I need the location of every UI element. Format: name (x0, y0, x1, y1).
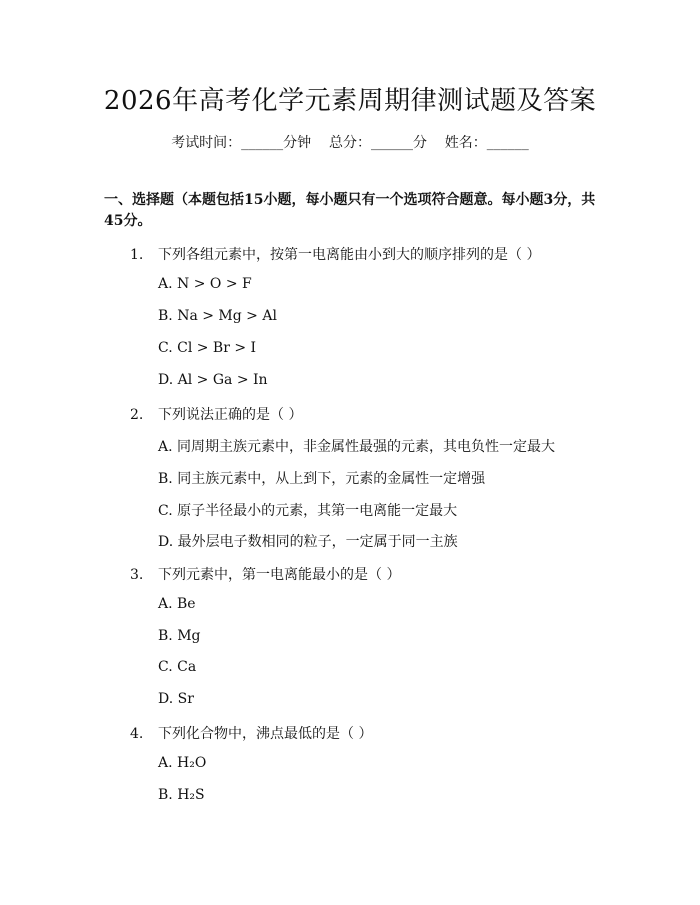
option-4b: B. H₂S (158, 787, 205, 803)
option-1c: C. Cl > Br > I (158, 340, 257, 356)
option-3c: C. Ca (158, 659, 197, 675)
question-number: 3. (130, 567, 144, 583)
question-3 (130, 564, 400, 584)
question-text: 下列各组元素中，按第一电离能由小到大的顺序排列的是（ ） (158, 247, 541, 263)
option-1b: B. Na > Mg > Al (158, 308, 277, 324)
option-2b: B. 同主族元素中，从上到下，元素的金属性一定增强 (158, 471, 486, 487)
question-text: 下列化合物中，沸点最低的是（ ） (158, 726, 373, 742)
option-1a: A. N > O > F (158, 276, 252, 292)
question-number: 4. (130, 726, 144, 742)
option-4a: A. H₂O (158, 755, 207, 771)
page-title: 2026年高考化学元素周期律测试题及答案 (103, 86, 597, 116)
option-3d: D. Sr (158, 691, 194, 707)
option-1d: D. Al > Ga > In (158, 372, 268, 388)
question-number: 1. (130, 247, 144, 263)
option-2d: D. 最外层电子数相同的粒子，一定属于同一主族 (158, 534, 458, 550)
option-2a: A. 同周期主族元素中，非金属性最强的元素，其电负性一定最大 (158, 439, 556, 455)
question-1 (130, 244, 540, 264)
option-3a: A. Be (158, 596, 196, 612)
question-number: 2. (130, 407, 144, 423)
option-2c: C. 原子半径最小的元素，其第一电离能一定最大 (158, 503, 458, 519)
exam-info-line: 考试时间：______分钟 总分：______分 姓名：______ (171, 135, 529, 151)
section-heading: 一、选择题（本题包括15小题，每小题只有一个选项符合题意。每小题3分，共45分。 (104, 192, 596, 229)
question-text: 下列元素中，第一电离能最小的是（ ） (158, 567, 401, 583)
option-3b: B. Mg (158, 628, 201, 644)
question-2 (130, 404, 302, 424)
question-4 (130, 723, 372, 743)
question-text: 下列说法正确的是（ ） (158, 407, 303, 423)
